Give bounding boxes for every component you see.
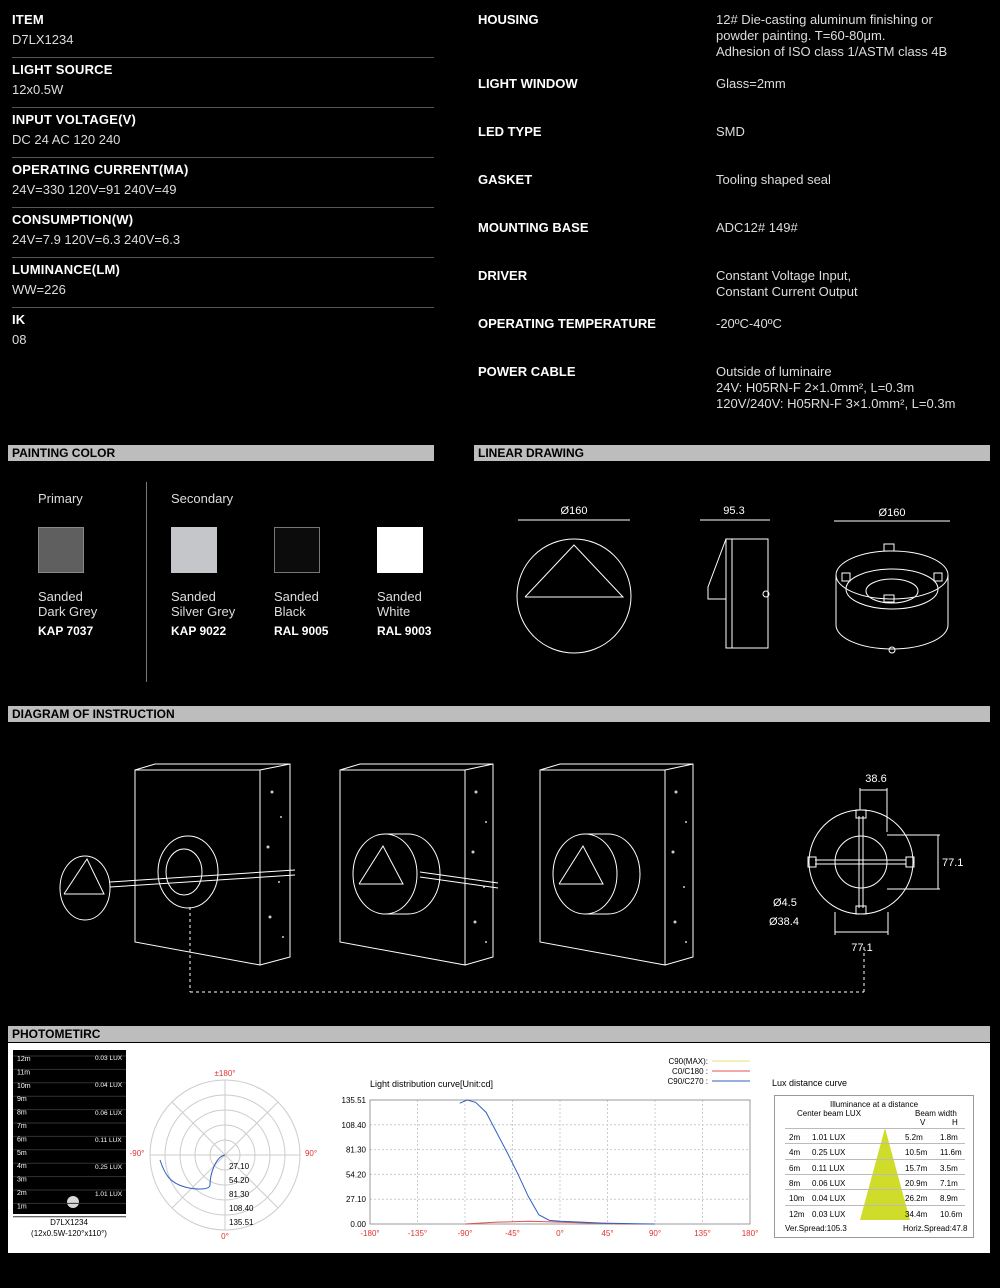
distribution-chart	[340, 1050, 760, 1242]
lux-distance: 4m	[17, 1163, 27, 1171]
spec-row	[12, 308, 434, 358]
color-code: KAP 7037	[38, 624, 94, 638]
row-h: 10.6m	[940, 1209, 963, 1219]
x-tick: -90°	[457, 1229, 473, 1238]
section-photometric: PHOTOMETIRC	[8, 1026, 990, 1042]
spec-label: IK	[12, 312, 26, 327]
polar-bottom: 0°	[221, 1232, 229, 1241]
section-linear-drawing: LINEAR DRAWING	[474, 445, 990, 461]
lux-value: 0.25 LUX	[95, 1164, 123, 1171]
curve-title: Light distribution curve[Unit:cd]	[370, 1079, 494, 1089]
row-lux: 0.04 LUX	[812, 1194, 846, 1204]
x-tick: -135°	[407, 1229, 428, 1238]
lux-table-col1: Center beam LUX	[797, 1109, 862, 1118]
color-name: Sanded Dark Grey	[38, 589, 98, 619]
row-v: 5.2m	[905, 1133, 923, 1142]
dim-top: 38.6	[865, 773, 887, 785]
row-v: 15.7m	[905, 1163, 928, 1173]
lux-distance: 9m	[17, 1096, 27, 1104]
dim-diameter-back: Ø160	[878, 507, 906, 519]
x-tick: 90°	[648, 1229, 662, 1238]
lux-model: D7LX1234	[50, 1218, 88, 1227]
spec-label: LIGHT SOURCE	[12, 62, 113, 77]
polar-ring-label: 81.30	[229, 1190, 250, 1199]
row-distance: 6m	[789, 1163, 801, 1173]
spec-value: 08	[12, 332, 27, 347]
spec-row	[478, 124, 988, 172]
table-row	[785, 1159, 965, 1174]
polar-top: ±180°	[214, 1069, 236, 1078]
polar-chart	[125, 1065, 325, 1245]
color-swatch	[38, 527, 84, 573]
linear-drawing	[474, 495, 990, 665]
row-h: 7.1m	[940, 1178, 958, 1188]
row-distance: 12m	[789, 1209, 805, 1219]
spec-value: D7LX1234	[12, 32, 74, 47]
spec-value: DC 24 AC 120 240	[12, 132, 121, 147]
spec-label: LIGHT WINDOW	[478, 76, 578, 91]
dim-right: 77.1	[942, 857, 964, 869]
dim-center: Ø38.4	[769, 916, 799, 928]
x-tick: 0°	[556, 1229, 564, 1238]
spec-value: WW=226	[12, 282, 66, 297]
y-tick: 27.10	[345, 1195, 366, 1205]
spec-value: Constant Voltage Input, Constant Current Output	[716, 268, 858, 299]
lux-distance: 2m	[17, 1190, 27, 1197]
lux-distance: 8m	[17, 1109, 27, 1117]
lux-distance: 10m	[17, 1082, 31, 1090]
spec-row	[478, 268, 988, 316]
primary-label: Primary	[38, 491, 83, 506]
row-v: 34.4m	[905, 1209, 928, 1219]
color-code: KAP 9022	[171, 624, 227, 638]
row-lux: 0.11 LUX	[812, 1163, 845, 1173]
lux-distance: 6m	[17, 1136, 27, 1144]
row-v: 20.9m	[905, 1178, 928, 1188]
lux-value: 0.06 LUX	[95, 1110, 123, 1117]
spec-label: CONSUMPTION(W)	[12, 212, 134, 227]
spec-value: 12x0.5W	[12, 82, 64, 97]
lux-model-sub: (12x0.5W-120°x110°)	[31, 1229, 107, 1238]
row-distance: 10m	[789, 1194, 805, 1204]
table-row	[785, 1189, 965, 1204]
color-code: RAL 9005	[274, 624, 329, 638]
color-code: RAL 9003	[377, 624, 432, 638]
spec-label: INPUT VOLTAGE(V)	[12, 112, 137, 127]
row-h: 11.6m	[940, 1148, 962, 1158]
spec-label: POWER CABLE	[478, 364, 576, 379]
table-row	[785, 1205, 965, 1220]
table-row	[785, 1128, 965, 1143]
section-diagram-instruction: DIAGRAM OF INSTRUCTION	[8, 706, 990, 722]
spec-label: MOUNTING BASE	[478, 220, 589, 235]
lux-value: 0.11 LUX	[95, 1137, 122, 1144]
spec-row	[12, 58, 434, 108]
spec-value: 12# Die-casting aluminum finishing or powder painting. T=60-80μm. Adhesion of ISO class 1/ASTM class 4B	[716, 12, 948, 59]
spec-value: 24V=7.9 120V=6.3 240V=6.3	[12, 232, 181, 247]
spec-row	[12, 108, 434, 158]
spec-label: GASKET	[478, 172, 533, 187]
spec-value: 24V=330 120V=91 240V=49	[12, 182, 177, 197]
row-distance: 8m	[789, 1178, 801, 1188]
instruction-diagram	[0, 722, 1000, 1002]
section-painting-color: PAINTING COLOR	[8, 445, 434, 461]
spec-label: LUMINANCE(LM)	[12, 262, 121, 277]
color-swatch	[377, 527, 423, 573]
lux-distance: 5m	[17, 1149, 27, 1157]
spec-list-right	[478, 12, 988, 412]
spec-row	[478, 364, 988, 412]
ver-spread: Ver.Spread:105.3	[785, 1224, 847, 1233]
lux-distance: 1m	[17, 1203, 27, 1211]
y-tick: 135.51	[341, 1096, 366, 1105]
spec-label: OPERATING CURRENT(MA)	[12, 162, 189, 177]
polar-left: -90°	[129, 1149, 145, 1158]
table-row	[785, 1143, 965, 1158]
legend-label: C90/C270 :	[667, 1077, 708, 1086]
row-h: 8.9m	[940, 1194, 958, 1204]
polar-ring-label: 135.51	[229, 1218, 254, 1227]
hor-spread: Horiz.Spread:47.8	[903, 1224, 968, 1233]
dim-bottom: 77.1	[851, 942, 873, 954]
series-line	[460, 1100, 655, 1224]
spec-row	[478, 76, 988, 124]
spec-label: DRIVER	[478, 268, 528, 283]
y-tick: 81.30	[345, 1145, 366, 1155]
spec-label: OPERATING TEMPERATURE	[478, 316, 656, 331]
legend-label: C0/C180 :	[671, 1067, 708, 1076]
x-tick: 180°	[741, 1229, 759, 1238]
spec-value: ADC12# 149#	[716, 220, 798, 235]
lux-distance: 12m	[17, 1056, 31, 1063]
row-lux: 0.06 LUX	[812, 1178, 846, 1188]
spec-row	[12, 208, 434, 258]
spec-row	[478, 172, 988, 220]
x-tick: -180°	[360, 1229, 380, 1238]
lux-table-col2: Beam width	[915, 1109, 957, 1118]
spec-value: -20ºC-40ºC	[716, 316, 782, 331]
lux-title: Lux distance curve	[772, 1078, 848, 1088]
lux-table-title: Illuminance at a distance	[829, 1100, 919, 1109]
row-v: 10.5m	[905, 1148, 928, 1158]
x-tick: -45°	[505, 1229, 520, 1238]
spec-value: SMD	[716, 124, 745, 139]
spec-label: HOUSING	[478, 12, 539, 27]
spec-label: LED TYPE	[478, 124, 542, 139]
spec-value: Outside of luminaire 24V: H05RN-F 2×1.0mm², L=0.3m 120V/240V: H05RN-F 3×1.0mm², L=0.3m	[716, 364, 956, 411]
lux-distance: 11m	[17, 1069, 31, 1077]
table-row	[785, 1174, 965, 1189]
row-lux: 0.25 LUX	[812, 1148, 846, 1158]
spec-row	[12, 258, 434, 308]
x-tick: 135°	[694, 1229, 711, 1238]
dim-hole: Ø4.5	[773, 897, 797, 909]
lux-value: 0.03 LUX	[95, 1055, 123, 1062]
row-v: 26.2m	[905, 1194, 928, 1204]
lux-distance: 7m	[17, 1123, 27, 1130]
color-name: Sanded Black	[274, 589, 319, 619]
polar-ring-label: 108.40	[229, 1204, 254, 1213]
row-distance: 2m	[789, 1133, 801, 1142]
lux-scale	[13, 1050, 126, 1242]
spec-row	[12, 158, 434, 208]
row-lux: 1.01 LUX	[812, 1133, 846, 1142]
row-h: 1.8m	[940, 1133, 958, 1142]
polar-ring-label: 27.10	[229, 1162, 250, 1171]
spec-row	[478, 12, 988, 76]
row-lux: 0.03 LUX	[812, 1209, 846, 1219]
row-h: 3.5m	[940, 1163, 958, 1173]
legend-label: C90(MAX):	[668, 1057, 708, 1066]
spec-label: ITEM	[12, 12, 44, 27]
x-tick: 45°	[601, 1229, 614, 1238]
secondary-label: Secondary	[171, 491, 234, 506]
polar-ring-label: 54.20	[229, 1176, 250, 1185]
spec-value: Glass=2mm	[716, 76, 786, 91]
y-tick: 108.40	[341, 1120, 366, 1130]
row-distance: 4m	[789, 1148, 801, 1158]
polar-right: 90°	[304, 1149, 318, 1158]
spec-list-left	[12, 8, 434, 358]
lux-table	[774, 1095, 974, 1238]
lux-value: 0.04 LUX	[95, 1082, 123, 1089]
dim-diameter-front: Ø160	[560, 505, 588, 517]
color-divider	[146, 482, 147, 682]
lux-table-v: V	[920, 1118, 926, 1127]
color-swatch	[171, 527, 217, 573]
lux-value: 1.01 LUX	[95, 1191, 123, 1198]
lux-distance: 3m	[17, 1176, 27, 1184]
y-tick: 0.00	[350, 1220, 366, 1229]
color-swatch	[274, 527, 320, 573]
color-name: Sanded White	[377, 589, 422, 619]
y-tick: 54.20	[345, 1170, 366, 1180]
spec-row	[478, 316, 988, 364]
color-name: Sanded Silver Grey	[171, 589, 236, 619]
dim-depth: 95.3	[723, 505, 745, 517]
lux-table-h: H	[952, 1118, 958, 1127]
spec-value: Tooling shaped seal	[716, 172, 831, 187]
spec-row	[478, 220, 988, 268]
spec-row	[12, 8, 434, 58]
